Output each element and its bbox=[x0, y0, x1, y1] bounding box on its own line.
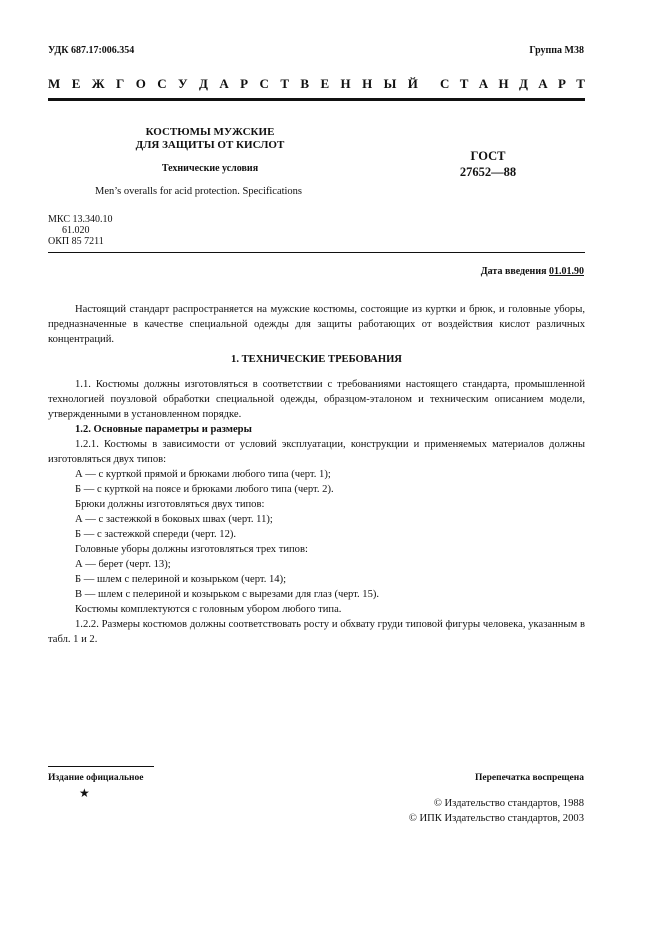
gost-label: ГОСТ bbox=[470, 149, 506, 163]
reprint-prohibited: Перепечатка воспрещена bbox=[474, 773, 584, 783]
gost-number: 27652—88 bbox=[459, 165, 517, 179]
copyright-2003: © ИПК Издательство стандартов, 2003 bbox=[408, 813, 584, 824]
classification-codes bbox=[48, 214, 112, 247]
list-item: Б — с курткой на поясе и брюками любого типа (черт. 2). bbox=[75, 484, 334, 495]
list-item: А — с застежкой в боковых швах (черт. 11); bbox=[75, 514, 273, 525]
list-item: А — берет (черт. 13); bbox=[75, 559, 171, 570]
title-line-1: КОСТЮМЫ МУЖСКИЕ bbox=[145, 126, 275, 138]
banner-letter: С bbox=[157, 76, 167, 91]
banner-letter: Р bbox=[557, 76, 566, 91]
date-label: Дата введения bbox=[480, 266, 547, 277]
list-item: Брюки должны изготовляться двух типов: bbox=[75, 499, 265, 510]
banner-letter: О bbox=[135, 76, 146, 91]
banner-word-interstate bbox=[48, 76, 418, 92]
banner-letter: С bbox=[440, 76, 450, 91]
banner-letter: Е bbox=[320, 76, 330, 91]
main-body bbox=[48, 377, 585, 647]
list-item: Головные уборы должны изготовляться трех типов: bbox=[75, 544, 308, 555]
banner-word-standard bbox=[440, 76, 585, 92]
document-subtitle: Технические условия bbox=[161, 163, 259, 174]
banner-letter: Н bbox=[362, 76, 373, 91]
mks-code-2: 61.020 bbox=[62, 225, 90, 236]
group-code: Группа М38 bbox=[529, 45, 584, 56]
title-line-2: ДЛЯ ЗАЩИТЫ ОТ КИСЛОТ bbox=[135, 139, 285, 151]
banner-letter: Е bbox=[71, 76, 81, 91]
date-value: 01.01.90 bbox=[549, 266, 584, 277]
banner-letter: В bbox=[300, 76, 310, 91]
list-item: Б — шлем с пелериной и козырьком (черт. 14); bbox=[75, 574, 287, 585]
intro-text: Настоящий стандарт распространяется на мужские костюмы, состоящие из куртки и брюк, и головные уборы, предназначенные в качестве специальной одежды для защиты работающих от воздействия кислот различных концентраций. bbox=[48, 304, 585, 345]
banner-letter: Ж bbox=[91, 76, 105, 91]
banner-letter: А bbox=[538, 76, 548, 91]
banner-letter: Д bbox=[199, 76, 208, 91]
banner-letter: А bbox=[219, 76, 229, 91]
standard-banner bbox=[48, 76, 585, 92]
banner-letter: Д bbox=[518, 76, 528, 91]
banner-letter: Т bbox=[459, 76, 469, 91]
paragraph-1-2-1: 1.2.1. Костюмы в зависимости от условий эксплуатации, конструкции и применяемых материалов должны изготовляться двух типов: bbox=[48, 439, 585, 465]
document-title bbox=[110, 126, 310, 152]
banner-letter: Р bbox=[240, 76, 249, 91]
copyright-block bbox=[409, 796, 584, 826]
gost-designation bbox=[448, 148, 528, 180]
header-rule bbox=[48, 98, 585, 101]
list-item: А — с курткой прямой и брюками любого типа (черт. 1); bbox=[75, 469, 331, 480]
udk-code: УДК 687.17:006.354 bbox=[48, 45, 135, 56]
list-item: Б — с застежкой спереди (черт. 12). bbox=[75, 529, 237, 540]
banner-letter: Т bbox=[576, 76, 585, 91]
section-heading: 1. ТЕХНИЧЕСКИЕ ТРЕБОВАНИЯ bbox=[231, 354, 402, 365]
banner-letter: У bbox=[178, 76, 188, 91]
banner-letter: А bbox=[478, 76, 489, 91]
banner-letter: Н bbox=[498, 76, 509, 91]
mks-code: МКС 13.340.10 bbox=[48, 214, 113, 225]
footer-rule bbox=[48, 766, 154, 767]
list-item: Костюмы комплектуются с головным убором любого типа. bbox=[75, 604, 342, 615]
codes-rule bbox=[48, 252, 585, 253]
list-item: В — шлем с пелериной и козырьком с вырезами для глаз (черт. 15). bbox=[75, 589, 380, 600]
copyright-1988: © Издательство стандартов, 1988 bbox=[433, 798, 584, 809]
introduction-date bbox=[481, 266, 584, 277]
official-edition: Издание официальное bbox=[48, 773, 144, 783]
paragraph-1-2-2: 1.2.2. Размеры костюмов должны соответствовать росту и обхвату груди типовой фигуры человека, указанным в табл. 1 и 2. bbox=[48, 619, 585, 645]
banner-letter: С bbox=[259, 76, 269, 91]
okp-code: ОКП 85 7211 bbox=[48, 236, 104, 247]
intro-paragraph bbox=[48, 302, 585, 347]
banner-letter: Н bbox=[340, 76, 351, 91]
banner-letter: М bbox=[48, 76, 61, 91]
banner-letter: Г bbox=[116, 76, 125, 91]
type-list bbox=[48, 467, 585, 617]
paragraph-1-2: 1.2. Основные параметры и размеры bbox=[75, 424, 252, 435]
banner-letter: Ы bbox=[383, 76, 397, 91]
paragraph-1-1: 1.1. Костюмы должны изготовляться в соответствии с требованиями настоящего стандарта, промышленной технологией поузловой обработки специальной одежды, образцом-эталоном и техническим описанием модели, утвержденными в установленном порядке. bbox=[48, 379, 585, 420]
star-icon: ★ bbox=[79, 786, 90, 800]
english-title: Men’s overalls for acid protection. Specifications bbox=[95, 186, 303, 197]
banner-letter: Т bbox=[280, 76, 289, 91]
banner-letter: Й bbox=[407, 76, 418, 91]
